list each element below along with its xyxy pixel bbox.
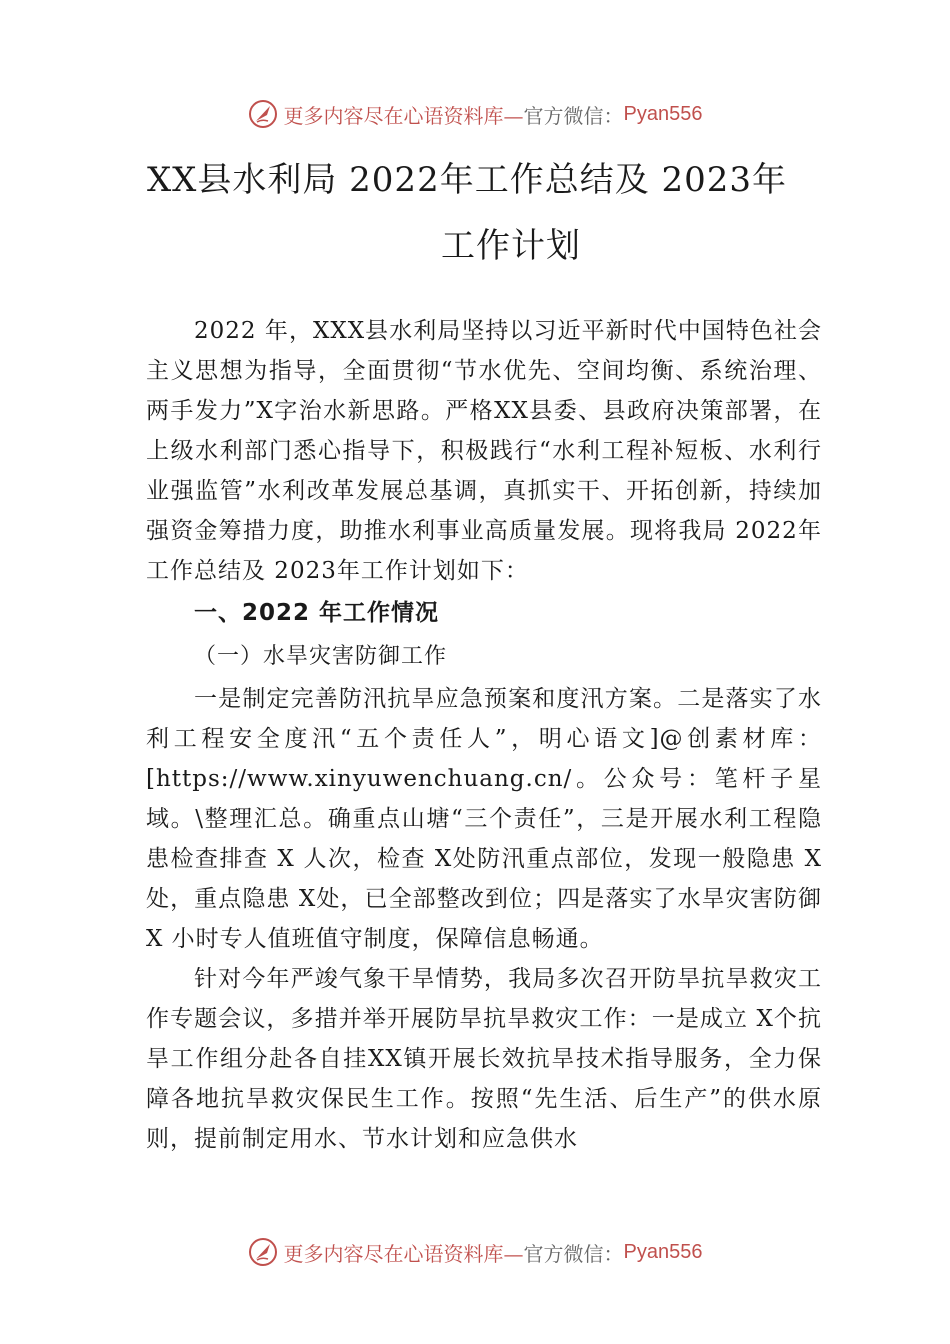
watermark-banner-bottom xyxy=(0,1232,950,1272)
document-title-line1: XX县水利局 2022年工作总结及 2023年 xyxy=(146,160,788,200)
subsection-heading: （一）水旱灾害防御工作 xyxy=(194,644,448,669)
watermark-banner-top xyxy=(0,94,950,134)
banner-wechat-label: 官方微信： xyxy=(523,103,624,128)
document-body xyxy=(146,311,822,1159)
intro-paragraph: 2022 年，XXX县水利局坚持以习近平新时代中国特色社会主义思想为指导，全面贯彻“节水优先、空间均衡、系统治理、两手发力”X字治水新思路。严格XX县委、县政府决策部署，在上级水利部门悉心指导下，积极践行“水利工程补短板、水利行业强监管”水利改革发展总基调，真抓实干、开拓创新，持续加强资金筹措力度，助推水利事业高质量发展。现将我局 2022年工作总结及 2023年工作计划如下： xyxy=(146,318,822,584)
section-heading: 一、2022 年工作情况 xyxy=(194,600,440,626)
body-paragraph-2: 针对今年严竣气象干旱情势，我局多次召开防旱抗旱救灾工作专题会议，多措并举开展防旱抗旱救灾工作：一是成立 X个抗旱工作组分赴各自挂XX镇开展长效抗旱技术指导服务，全力保障各地抗旱救灾保民生工作。按照“先生活、后生产”的供水原则，提前制定用水、节水计划和应急供水 xyxy=(146,966,822,1152)
banner-text: 更多内容尽在心语资料库— xyxy=(283,1241,524,1266)
banner-wechat-label: 官方微信： xyxy=(523,1241,624,1266)
banner-text: 更多内容尽在心语资料库— xyxy=(283,103,524,128)
quill-pen-logo-icon xyxy=(248,1237,278,1267)
body-paragraph-1: 一是制定完善防汛抗旱应急预案和度汛方案。二是落实了水利工程安全度汛“五个责任人”，明心语文]@创素材库：[https://www.xinyuwenchuang.cn/。公众号：笔杆子星域。\整理汇总。确重点山塘“三个责任”，三是开展水利工程隐患检查排查 X 人次，检查 X处防汛重点部位，发现一般隐患 X处，重点隐患 X处，已全部整改到位；四是落实了水旱灾害防御 X 小时专人值班值守制度，保障信息畅通。 xyxy=(146,686,822,952)
banner-wechat-id: Pyan556 xyxy=(623,102,703,125)
document-title-line2: 工作计划 xyxy=(441,226,581,266)
banner-wechat-id: Pyan556 xyxy=(623,1240,703,1263)
quill-pen-logo-icon xyxy=(248,99,278,129)
